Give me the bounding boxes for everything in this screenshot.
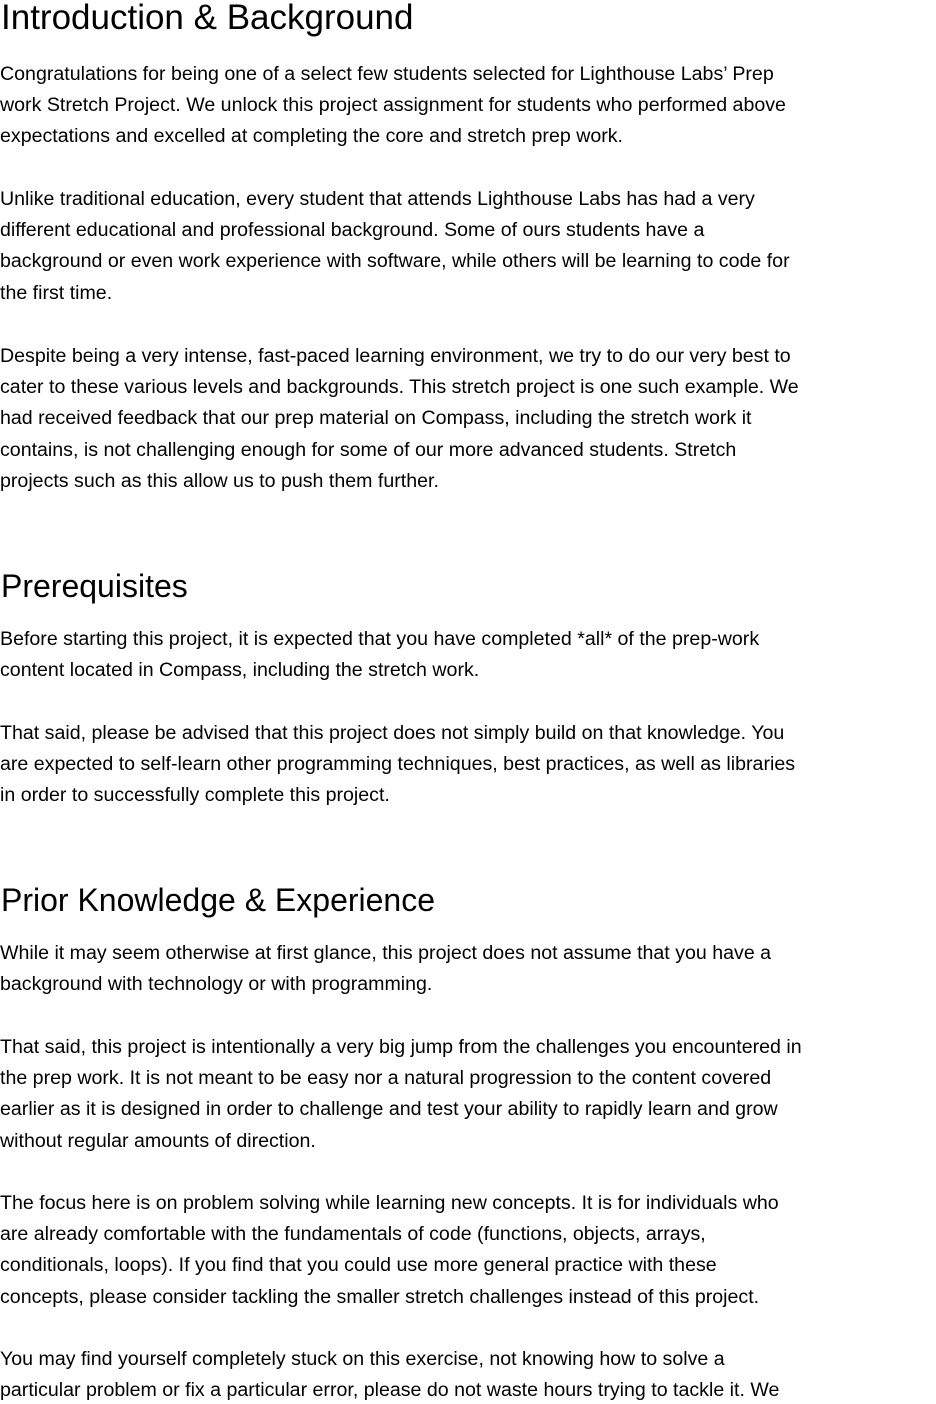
section-heading-prior-knowledge: Prior Knowledge & Experience — [1, 882, 436, 918]
paragraph-self-learn: That said, please be advised that this project does not simply build on that knowledge. You are expected to self-learn other programming techniques, best practices, as well as libraries in order to successfully complete this project. — [0, 722, 796, 807]
paragraph-stuck: You may find yourself completely stuck on this exercise, not knowing how to solve a particular problem or fix a particular error, please do not waste hours trying to tackle it. We — [0, 1348, 780, 1402]
paragraph-no-background-assumed: While it may seem otherwise at first glance, this project does not assume that you have a background with technology or with programming. — [0, 942, 772, 996]
paragraph-learning-environment: Despite being a very intense, fast-paced learning environment, we try to do our very best to cater to these various levels and backgrounds. This stretch project is one such example. We had received feedback that our prep material on Compass, including the stretch work it contains, is not challenging enough for some of our more advanced students. Stretch projects such as this allow us to push them further. — [0, 345, 799, 492]
paragraph-big-jump: That said, this project is intentionally a very big jump from the challenges you encountered in the prep work. It is not meant to be easy nor a natural progression to the content covered earlier as it is designed in order to challenge and test your ability to rapidly learn and grow without regular amounts of direction. — [0, 1036, 802, 1152]
section-heading-prerequisites: Prerequisites — [1, 568, 188, 604]
paragraph-problem-solving: The focus here is on problem solving while learning new concepts. It is for individuals who are already comfortable with the fundamentals of code (functions, objects, arrays, conditionals, loops). If you find that you could use more general practice with these concepts, please consider tackling the smaller stretch challenges instead of this project. — [0, 1192, 779, 1308]
paragraph-prerequisites: Before starting this project, it is expected that you have completed *all* of the prep-work content located in Compass, including the stretch work. — [0, 628, 760, 682]
section-heading-introduction: Introduction & Background — [1, 0, 414, 37]
paragraph-congratulations: Congratulations for being one of a select few students selected for Lighthouse Labs’ Prep work Stretch Project. We unlock this project assignment for students who performed above expectations and excelled at completing the core and stretch prep work. — [0, 63, 786, 148]
paragraph-traditional-education: Unlike traditional education, every student that attends Lighthouse Labs has had a very different educational and professional background. Some of ours students have a background or even work experience with software, while others will be learning to code for the first time. — [0, 188, 790, 304]
